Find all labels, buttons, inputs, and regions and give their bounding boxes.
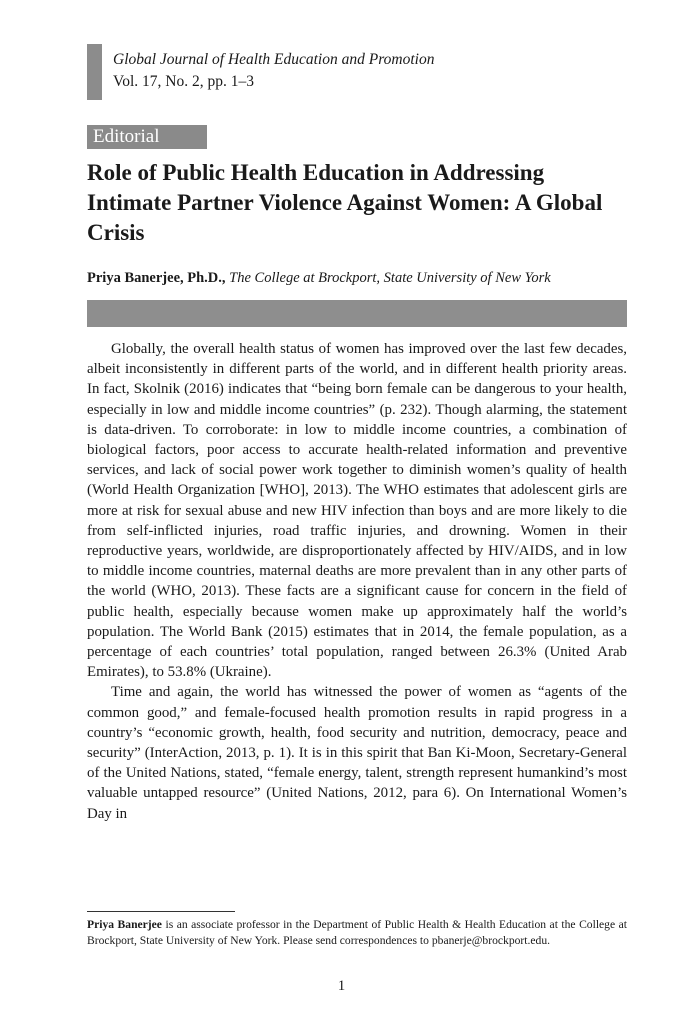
article-title: Role of Public Health Education in Addressing Intimate Partner Violence Against Women: A Global Crisis	[87, 160, 603, 245]
author-name: Priya Banerjee, Ph.D.,	[87, 270, 226, 286]
journal-header-bar	[87, 44, 102, 100]
separator-bar	[87, 300, 627, 327]
footnote-rule	[87, 911, 235, 912]
journal-volume: Vol. 17, No. 2, pp. 1–3	[113, 73, 254, 90]
author-affiliation: The College at Brockport, State University of New York	[229, 270, 551, 286]
footnote-author-name: Priya Banerjee	[87, 918, 162, 931]
journal-name: Global Journal of Health Education and Promotion	[113, 51, 435, 68]
byline	[87, 268, 551, 288]
footnote-text: is an associate professor in the Department of Public Health & Health Education at the College at Brockport, State University of New York. Please send correspondences to pbanerje@brockport.edu.	[87, 918, 627, 947]
article-body	[87, 339, 627, 824]
paragraph: Time and again, the world has witnessed the power of women as “agents of the common good,” and female-focused health promotion results in rapid progress in a country’s “economic growth, health, food security and nutrition, democracy, peace and security” (InterAction, 2013, p. 1). It is in this spirit that Ban Ki-Moon, Secretary-General of the United Nations, stated, “female energy, talent, strength represent humankind’s most valuable untapped resource” (United Nations, 2012, para 6). On International Women’s Day in	[87, 684, 627, 822]
author-footnote	[87, 917, 627, 948]
paragraph: Globally, the overall health status of women has improved over the last few decades, albeit inconsistently in different parts of the world, and in different health priority areas. In fact, Skolnik (2016) indicates that “being born female can be dangerous to your health, especially in low and middle income countries” (p. 232). Though alarming, the statement is data-driven. To corroborate: in low to middle income countries, a combination of biological factors, poor access to accurate health-related information and preventive services, and lack of social power work together to diminish women’s quality of health (World Health Organization [WHO], 2013). The WHO estimates that adolescent girls are more at risk for sexual abuse and new HIV infection than boys and are more likely to die from self-inflicted injuries, road traffic injuries, and drowning. Women in their reproductive years, worldwide, are disproportionately affected by HIV/AIDS, and in low to middle income countries, maternal deaths are more prevalent than in any other parts of the world (WHO, 2013). These facts are a significant cause for concern in the field of public health, especially because women make up approximately half the world’s population. The World Bank (2015) estimates that in 2014, the female population, as a percentage of each countries’ total population, ranged between 26.3% (United Arab Emirates), to 53.8% (Ukraine).	[87, 341, 627, 681]
section-label: Editorial	[87, 125, 207, 149]
page-number: 1	[337, 978, 346, 994]
